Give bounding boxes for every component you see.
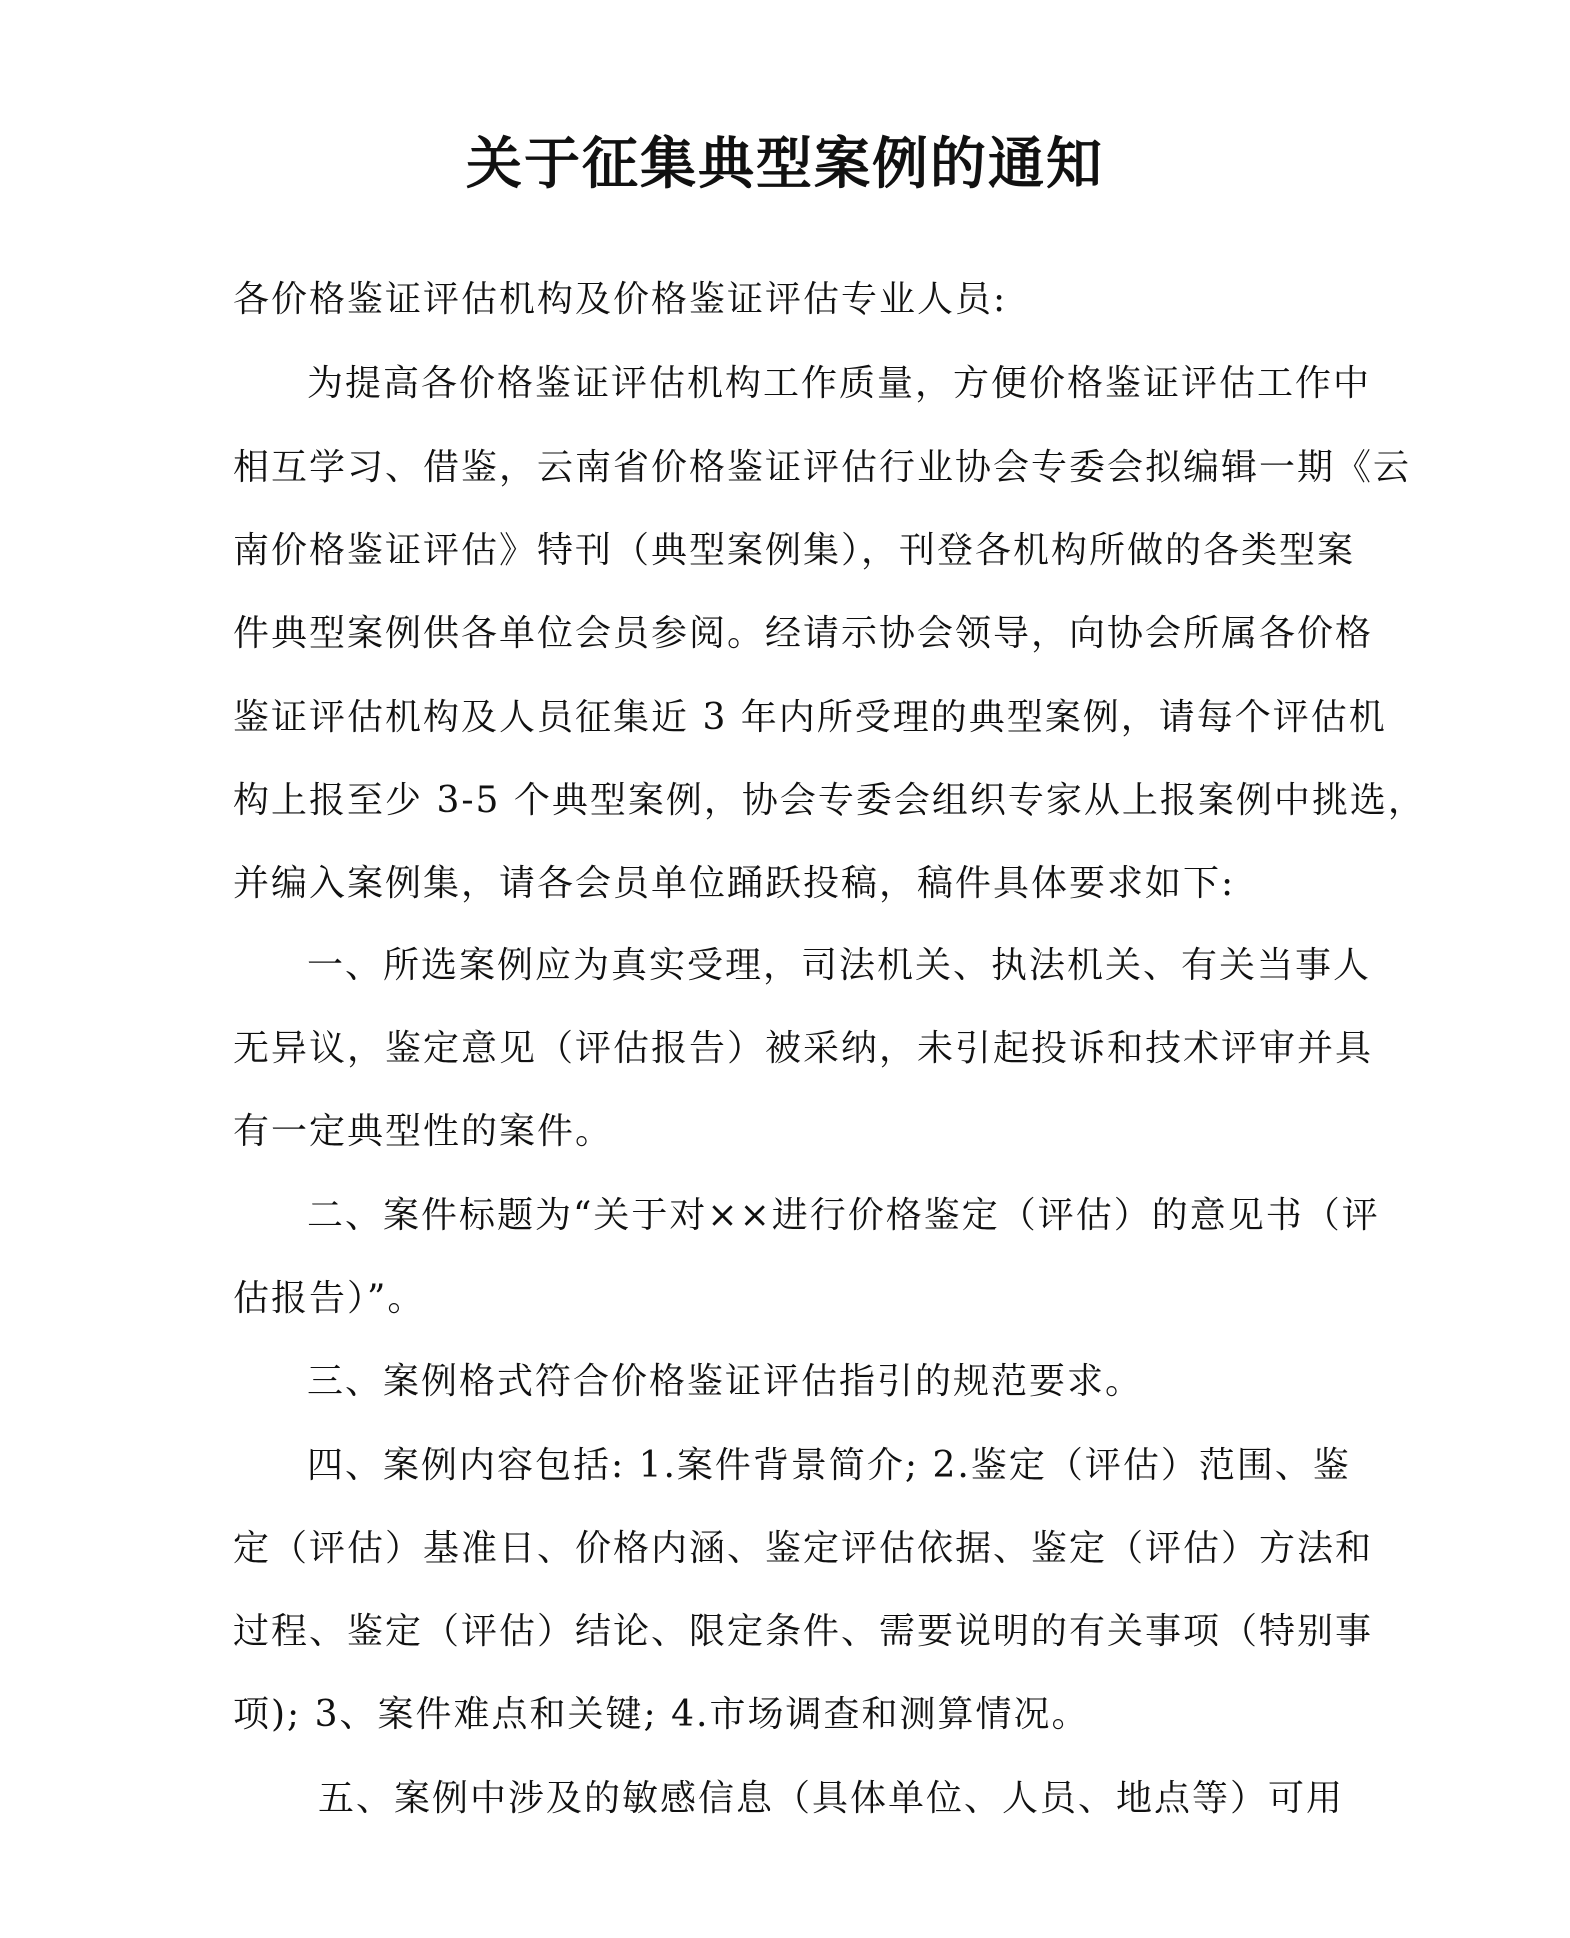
paragraph-line: 并编入案例集，请各会员单位踊跃投稿，稿件具体要求如下: [233,863,1236,904]
item-2-line: 估报告）”。 [233,1278,426,1319]
item-3-line: 三、案例格式符合价格鉴证评估指引的规范要求。 [307,1361,1144,1402]
paragraph-line: 鉴证评估机构及人员征集近 3 年内所受理的典型案例，请每个评估机 [233,697,1387,738]
paragraph-line: 为提高各价格鉴证评估机构工作质量，方便价格鉴证评估工作中 [307,363,1372,404]
item-4-line: 过程、鉴定（评估）结论、限定条件、需要说明的有关事项（特别事 [233,1611,1374,1652]
paragraph-line: 南价格鉴证评估》特刊（典型案例集），刊登各机构所做的各类型案 [233,530,1356,571]
item-4-line: 定（评估）基准日、价格内涵、鉴定评估依据、鉴定（评估）方法和 [233,1528,1374,1569]
item-4-line: 四、案例内容包括: 1.案件背景简介; 2.鉴定（评估）范围、鉴 [307,1445,1351,1486]
item-4-line: 项); 3、案件难点和关键; 4.市场调查和测算情况。 [233,1694,1090,1735]
paragraph-line: 相互学习、借鉴，云南省价格鉴证评估行业协会专委会拟编辑一期《云 [233,447,1412,488]
item-1-line: 一、所选案例应为真实受理，司法机关、执法机关、有关当事人 [307,945,1372,986]
item-1-line: 有一定典型性的案件。 [233,1111,614,1152]
paragraph-line: 件典型案例供各单位会员参阅。经请示协会领导，向协会所属各价格 [233,613,1374,654]
document-title: 关于征集典型案例的通知 [466,131,1104,197]
item-5-line: 五、案例中涉及的敏感信息（具体单位、人员、地点等）可用 [318,1778,1345,1819]
item-2-line: 二、案件标题为“关于对××进行价格鉴定（评估）的意见书（评 [307,1195,1380,1236]
paragraph-line: 构上报至少 3-5 个典型案例，协会专委会组织专家从上报案例中挑选， [233,780,1426,821]
item-1-line: 无异议，鉴定意见（评估报告）被采纳，未引起投诉和技术评审并具 [233,1028,1374,1069]
salutation: 各价格鉴证评估机构及价格鉴证评估专业人员: [233,279,1008,320]
